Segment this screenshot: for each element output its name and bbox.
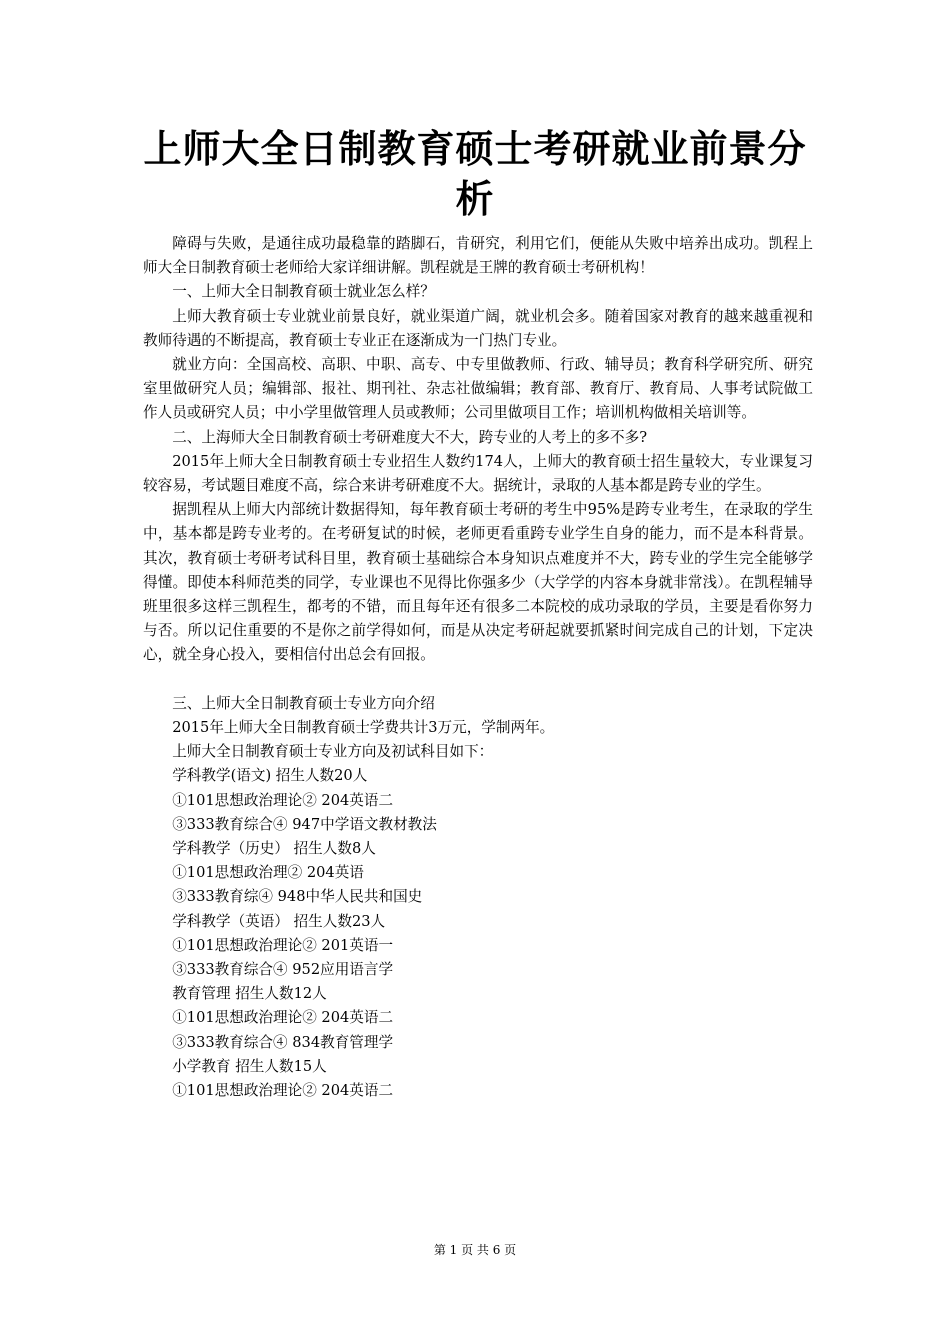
subjects-intro-line: 上师大全日制教育硕士专业方向及初试科目如下： (172, 743, 494, 761)
program-primary: 小学教育 招生人数15人 (172, 1057, 327, 1075)
program-management-exam-1: ①101思想政治理论② 204英语二 (172, 1009, 394, 1027)
program-english: 学科教学（英语） 招生人数23人 (172, 912, 386, 930)
program-chinese-exam-1: ①101思想政治理论② 204英语二 (172, 791, 394, 809)
section-heading-2: 二、上海师大全日制教育硕士考研难度大不大，跨专业的人考上的多不多? (172, 428, 648, 446)
employment-directions-paragraph: 就业方向：全国高校、高职、中职、高专、中专里做教师、行政、辅导员；教育科学研究所、研究室里做研究人员；编辑部、报社、期刊社、杂志社做编辑；教育部、教育厅、教育局、人事考试院做工作人员或研究人员；中小学里做管理人员或教师；公司里做项目工作；培训机构做相关培训等。 (143, 356, 813, 422)
program-chinese: 学科教学(语文) 招生人数20人 (172, 767, 368, 785)
employment-prospects-paragraph: 上师大教育硕士专业就业前景良好，就业渠道广阔，就业机会多。随着国家对教育的越来越重视和教师待遇的不断提高，教育硕士专业正在逐渐成为一门热门专业。 (143, 307, 813, 349)
program-history: 学科教学（历史） 招生人数8人 (172, 840, 376, 858)
enrollment-paragraph: 2015年上师大全日制教育硕士专业招生人数约174人，上师大的教育硕士招生量较大，专业课复习较容易，考试题目难度不高，综合来讲考研难度不大。据统计，录取的人基本都是跨专业的学生。 (143, 452, 813, 495)
section-heading-3: 三、上师大全日制教育硕士专业方向介绍 (172, 694, 435, 712)
program-management: 教育管理 招生人数12人 (172, 985, 327, 1003)
tuition-line: 2015年上师大全日制教育硕士学费共计3万元，学制两年。 (172, 719, 555, 737)
section-heading-1: 一、上师大全日制教育硕士就业怎么样？ (172, 283, 435, 301)
program-english-exam-1: ①101思想政治理论② 201英语一 (172, 936, 394, 954)
program-primary-exam-1: ①101思想政治理论② 204英语二 (172, 1082, 394, 1100)
intro-paragraph: 障碍与失败，是通往成功最稳靠的踏脚石，肯研究，利用它们，便能从失败中培养出成功。凯程上师大全日制教育硕士老师给大家详细讲解。凯程就是王牌的教育硕士考研机构！ (143, 235, 813, 277)
blank-line (143, 668, 813, 692)
program-history-exam-1: ①101思想政治理② 204英语 (172, 864, 364, 882)
program-management-exam-2: ③333教育综合④ 834教育管理学 (172, 1033, 394, 1051)
document-title: 上师大全日制教育硕士考研就业前景分析 (143, 127, 807, 221)
statistics-paragraph: 据凯程从上师大内部统计数据得知，每年教育硕士考研的考生中95%是跨专业考生，在录取的学生中，基本都是跨专业考的。在考研复试的时候，老师更看重跨专业学生自身的能力，而不是本科背景。其次，教育硕士考研考试科目里，教育硕士基础综合本身知识点难度并不大，跨专业的学生完全能够学得懂。即使本科师范类的同学，专业课也不见得比你强多少（大学学的内容本身就非常浅）。在凯程辅导班里很多这样三凯程生，都考的不错，而且每年还有很多二本院校的成功录取的学员，主要是看你努力与否。所以记住重要的不是你之前学得如何，而是从决定考研起就要抓紧时间完成自己的计划，下定决心，就全身心投入，要相信付出总会有回报。 (143, 501, 813, 664)
program-english-exam-2: ③333教育综合④ 952应用语言学 (172, 961, 394, 979)
page-footer: 第 1 页 共 6 页 (433, 1243, 517, 1257)
program-chinese-exam-2: ③333教育综合④ 947中学语文教材教法 (172, 815, 437, 833)
program-history-exam-2: ③333教育综④ 948中华人民共和国史 (172, 888, 423, 906)
document-body (143, 232, 813, 1103)
